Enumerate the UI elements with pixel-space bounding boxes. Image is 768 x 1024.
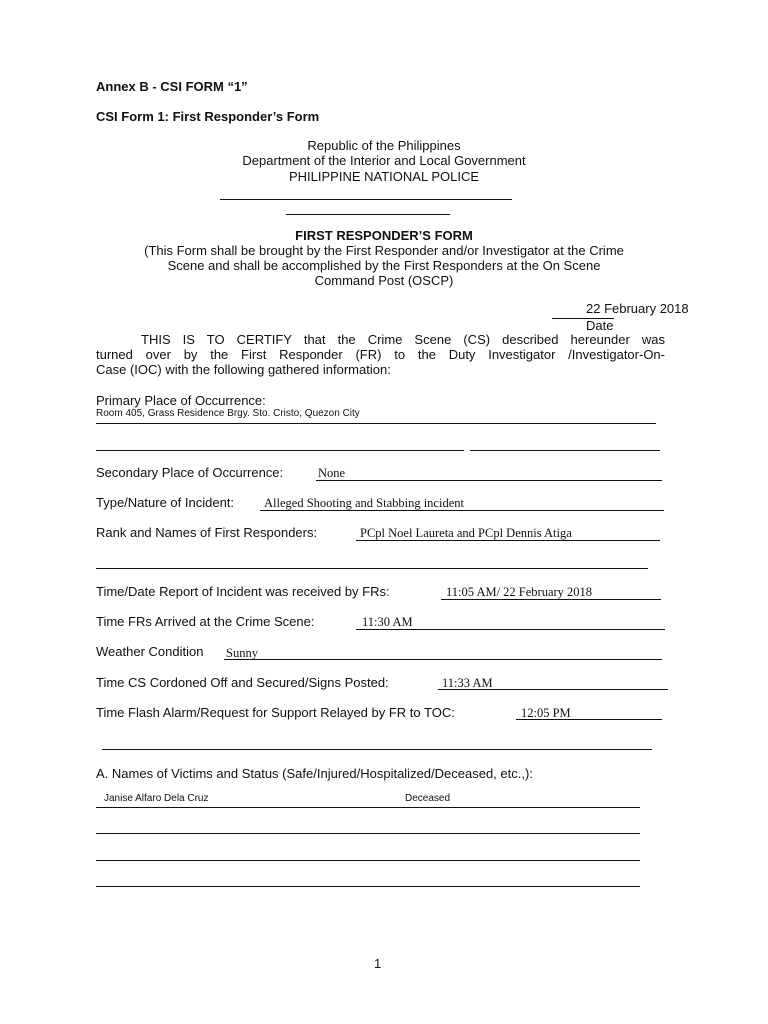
first-responders-line xyxy=(356,540,660,541)
secondary-place-value: None xyxy=(318,466,346,480)
instructions-line-1: (This Form shall be brought by the First Responder and/or Investigator at the Crime xyxy=(144,243,624,258)
primary-place-value: Room 405, Grass Residence Brgy. Sto. Cristo, Quezon City xyxy=(96,408,360,419)
header-blank-line-1 xyxy=(220,199,512,200)
annex-title: Annex B - CSI FORM “1” xyxy=(96,79,248,94)
date-label: Date xyxy=(586,318,614,333)
instructions-line-2: Scene and shall be accomplished by the First Responders at the On Scene xyxy=(167,258,601,273)
report-received-value: 11:05 AM/ 22 February 2018 xyxy=(446,585,593,599)
victims-line-3 xyxy=(96,860,640,861)
arrived-label: Time FRs Arrived at the Crime Scene: xyxy=(96,614,315,629)
first-responders-label: Rank and Names of First Responders: xyxy=(96,525,318,540)
cordoned-value: 11:33 AM xyxy=(442,676,493,690)
victim-status: Deceased xyxy=(405,793,451,804)
primary-place-extra-line-1 xyxy=(96,450,464,451)
form-heading: FIRST RESPONDER’S FORM xyxy=(295,228,473,243)
weather-label: Weather Condition xyxy=(96,644,204,659)
secondary-place-line xyxy=(316,480,662,481)
incident-type-value: Alleged Shooting and Stabbing incident xyxy=(264,496,464,510)
secondary-place-label: Secondary Place of Occurrence: xyxy=(96,465,284,480)
form-title: CSI Form 1: First Responder’s Form xyxy=(96,109,320,124)
certify-line-3: Case (IOC) with the following gathered information: xyxy=(96,362,391,377)
incident-type-line xyxy=(260,510,664,511)
primary-place-label: Primary Place of Occurrence: xyxy=(96,393,266,408)
first-responders-value: PCpl Noel Laureta and PCpl Dennis Atiga xyxy=(360,526,572,540)
victims-line-4 xyxy=(96,886,640,887)
victims-line-1 xyxy=(96,807,640,808)
victims-line-2 xyxy=(96,833,640,834)
first-responders-extra-line xyxy=(96,568,648,569)
primary-place-extra-line-2 xyxy=(470,450,660,451)
arrived-value: 11:30 AM xyxy=(362,615,413,629)
date-value: 22 February 2018 xyxy=(586,301,689,316)
report-received-line xyxy=(441,599,661,600)
header-line-pnp: PHILIPPINE NATIONAL POLICE xyxy=(289,169,479,184)
incident-type-label: Type/Nature of Incident: xyxy=(96,495,235,510)
instructions-line-3: Command Post (OSCP) xyxy=(314,273,454,288)
header-line-republic: Republic of the Philippines xyxy=(307,138,461,153)
arrived-line xyxy=(356,629,665,630)
certify-line-2: turned over by the First Responder (FR) to the Duty Investigator /Investigator-On- xyxy=(96,347,665,362)
page-number: 1 xyxy=(374,956,382,971)
weather-value: Sunny xyxy=(226,646,258,660)
flash-alarm-label: Time Flash Alarm/Request for Support Relayed by FR to TOC: xyxy=(96,705,455,720)
flash-alarm-line xyxy=(516,719,662,720)
cordoned-label: Time CS Cordoned Off and Secured/Signs Posted: xyxy=(96,675,389,690)
header-line-dilg: Department of the Interior and Local Government xyxy=(242,153,526,168)
header-blank-line-2 xyxy=(286,214,450,215)
cordoned-line xyxy=(438,689,668,690)
weather-line xyxy=(224,659,662,660)
victim-name: Janise Alfaro Dela Cruz xyxy=(104,793,209,804)
flash-alarm-value: 12:05 PM xyxy=(521,706,571,720)
flash-alarm-extra-line xyxy=(102,749,652,750)
certify-line-1: THIS IS TO CERTIFY that the Crime Scene (CS) described hereunder was xyxy=(141,332,665,347)
report-received-label: Time/Date Report of Incident was received by FRs: xyxy=(96,584,390,599)
primary-place-line xyxy=(96,423,656,424)
victims-heading: A. Names of Victims and Status (Safe/Injured/Hospitalized/Deceased, etc.,): xyxy=(96,766,533,781)
